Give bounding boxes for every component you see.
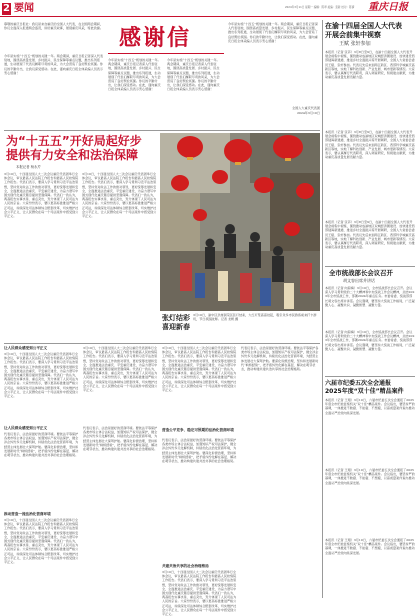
right-story-2-body-b: 本报讯（记者 向菊梅）3月10日，全市统战部长会议召开。会议深入学习贯彻党的二十大精神和中央统战工作会议精神，总结2023年全市统战工作，部署2024年重点任务。市委常委、统战部部长胡文容出席并讲话。会议强调，要坚持大统战工作格局，广泛凝聚人心、凝聚共识、凝聚智慧、凝聚力量。 [325, 330, 415, 351]
thanks-title-rule [108, 53, 224, 54]
right-story-2-subline: 胡文容出席并讲话 [343, 278, 375, 283]
lower-col-2: 3月10日，十四届全国人大二次会议重庆代表团举行全体会议，审议最高人民法院工作报告和最高人民检察院工作报告。代表们表示，要深入学习贯彻习近平法治思想，坚持党对政法工作的绝对领导，更好统筹发展和安全，全面推进法治重庆、平安重庆建设，为奋力谱写中国式现代化重庆篇章提供坚强保障。代表们一致认为，两高报告实事求是、重点突出，充分体现了人民司法为人民的宗旨。大家纷纷表示，要以更高标准推进严格公正司法，持续深化司法体制综合配套改革，切实维护社会公平正义，让人民群众在每一个司法案件中感受到公平正义。 [83, 346, 158, 393]
lower-col-3: 3月10日，十四届全国人大二次会议重庆代表团举行全体会议，审议最高人民法院工作报告和最高人民检察院工作报告。代表们表示，要深入学习贯彻习近平法治思想，坚持党对政法工作的绝对领导，更好统筹发展和安全，全面推进法治重庆、平安重庆建设，为奋力谱写中国式现代化重庆篇章提供坚强保障。代表们一致认为，两高报告实事求是、重点突出，充分体现了人民司法为人民的宗旨。大家纷纷表示，要以更高标准推进严格公正司法，持续深化司法体制综合配套改革，切实维护社会公平正义，让人民群众在每一个司法案件中感受到公平正义。 [162, 346, 237, 393]
page-number-box [2, 3, 11, 15]
right-story-1-body-a: 本报讯（记者 张莎）3月8日至9日，在渝十四届全国人大代表开展会前集中视察，围绕推动成渝地区双城经济圈建设、加快建设西部陆海新通道、推进乡村全面振兴等开展调研，全国人大常委会委员王赋、张轩参加。代表们先后来到两江新区、西部科学城重庆高新区等地，实地了解科技创新、产业发展、城市更新等情况。大家表示，要认真履行代表职责，深入调查研究，积极建言献策，为推动重庆高质量发展贡献力量。 [325, 50, 415, 80]
lower-col-4: 代表们表示，法治是最好的营商环境。要依法平等保护各类市场主体合法权益，加强知识产权司法保护，健全涉企纠纷多元化解机制，持续优化法治化营商环境，为经营主体发展壮大保驾护航。要深化诉源治理，坚持和发展新时代“枫桥经验”，把矛盾纠纷化解在基层、解决在萌芽状态，推动构建共建共治共享的社会治理格局。 [241, 346, 319, 372]
right-divider-2 [325, 376, 415, 377]
news-photo [160, 133, 320, 311]
thanks-col-4: 今年是实施“十四五”规划的关键一年。两会期间，重庆日报记者深入代表驻地，围绕高质量发展、乡村振兴、民生保障等重点议题，推出系列报道，生动展现了代表们履职尽责的风采，为大会营造了良好舆论氛围。你们的辛勤付出，让我们深受感动。在此，谨向重庆日报全体采编人员表示衷心感谢！ [228, 22, 318, 43]
right-column [325, 20, 415, 598]
right-story-3-body-a: 本报讯（记者 王翔）3月10日，六届市纪委五次全会通报了2025年度全市纪检监察机关“双十佳”精品案件。会议指出，要坚持严的基调，一体推进不敢腐、不能腐、不想腐，以高质量案件查办推动全面从严治党向纵深发展。 [325, 398, 415, 415]
lower-col-3b: 代表们表示，法治是最好的营商环境。要依法平等保护各类市场主体合法权益，加强知识产权司法保护，健全涉企纠纷多元化解机制，持续优化法治化营商环境，为经营主体发展壮大保驾护航。要深化诉源治理，坚持和发展新时代“枫桥经验”，把矛盾纠纷化解在基层、解决在萌芽状态，推动构建共建共治共享的社会治理格局。 [162, 438, 237, 464]
right-divider-1 [325, 266, 415, 267]
masthead-rule [0, 16, 417, 17]
right-story-1-body-b: 本报讯（记者 张莎）3月8日至9日，在渝十四届全国人大代表开展会前集中视察，围绕推动成渝地区双城经济圈建设、加快建设西部陆海新通道、推进乡村全面振兴等开展调研，全国人大常委会委员王赋、张轩参加。代表们先后来到两江新区、西部科学城重庆高新区等地，实地了解科技创新、产业发展、城市更新等情况。大家表示，要认真履行代表职责，深入调查研究，积极建言献策，为推动重庆高质量发展贡献力量。 [325, 130, 415, 160]
right-story-3-body-c: 本报讯（记者 王翔）3月10日，六届市纪委五次全会通报了2025年度全市纪检监察机关“双十佳”精品案件。会议指出，要坚持严的基调，一体推进不敢腐、不能腐、不想腐，以高质量案件查办推动全面从严治党向纵深发展。 [325, 538, 415, 555]
subhead-4: 共建共治共享的社会治理格局 [162, 564, 209, 568]
photo-caption-title-2: 喜迎新春 [162, 323, 190, 331]
paper-name: 重庆日报 [368, 2, 408, 13]
main-body-col-1: 3月10日，十四届全国人大二次会议重庆代表团举行全体会议，审议最高人民法院工作报告和最高人民检察院工作报告。代表们表示，要深入学习贯彻习近平法治思想，坚持党对政法工作的绝对领导，更好统筹发展和安全，全面推进法治重庆、平安重庆建设，为奋力谱写中国式现代化重庆篇章提供坚强保障。代表们一致认为，两高报告实事求是、重点突出，充分体现了人民司法为人民的宗旨。大家纷纷表示，要以更高标准推进严格公正司法，持续深化司法体制综合配套改革，切实维护社会公平正义，让人民群众在每一个司法案件中感受到公平正义。 [4, 172, 79, 219]
right-story-1-subline: 王赋 张轩参加 [339, 41, 371, 47]
divider-vertical-right [322, 20, 323, 598]
lower-section [4, 346, 320, 616]
divider-below-photo [4, 343, 320, 344]
subhead-1b: 让人民群众感受到公平正义 [4, 426, 48, 430]
lantern-street-photo [160, 133, 320, 311]
thanks-col-2: 今年是实施“十四五”规划的关键一年。两会期间，重庆日报记者深入代表驻地，围绕高质量发展、乡村振兴、民生保障等重点议题，推出系列报道，生动展现了代表们履职尽责的风采，为大会营造了良好舆论氛围。你们的辛勤付出，让我们深受感动。在此，谨向重庆日报全体采编人员表示衷心感谢！ [108, 58, 161, 92]
thanks-intro: 尊敬的重庆日报社：我们是来自重庆的全国人大代表，在全国两会期间，你们全面深入报道两会盛况，讲好重庆故事，展现重庆风采，特此致谢。 [4, 22, 103, 31]
main-byline: 本报记者 杨永芹 [16, 165, 41, 169]
right-story-3-headline-1: 六届市纪委五次全会通报 [325, 380, 392, 387]
page-number: 2 [3, 3, 10, 14]
right-story-1-headline-1: 在渝十四届全国人大代表 [325, 22, 402, 30]
main-headline-2: 提供有力安全和法治保障 [6, 148, 139, 162]
divider-below-letter [4, 130, 320, 131]
right-story-3-body-b: 本报讯（记者 王翔）3月10日，六届市纪委五次全会通报了2025年度全市纪检监察机关“双十佳”精品案件。会议指出，要坚持严的基调，一体推进不敢腐、不能腐、不想腐，以高质量案件查办推动全面从严治党向纵深发展。 [325, 468, 415, 485]
lower-col-1c: 3月10日，十四届全国人大二次会议重庆代表团举行全体会议，审议最高人民法院工作报告和最高人民检察院工作报告。代表们表示，要深入学习贯彻习近平法治思想，坚持党对政法工作的绝对领导，更好统筹发展和安全，全面推进法治重庆、平安重庆建设，为奋力谱写中国式现代化重庆篇章提供坚强保障。代表们一致认为，两高报告实事求是、重点突出，充分体现了人民司法为人民的宗旨。大家纷纷表示，要以更高标准推进严格公正司法，持续深化司法体制综合配套改革，切实维护社会公平正义，让人民群众在每一个司法案件中感受到公平正义。 [4, 518, 79, 565]
thanks-signature-date: 2024年3月10日 [296, 111, 320, 115]
photo-caption-text: 3月10日，渝中区洪崖洞景区张灯结彩，大红灯笼高高挂起，吸引众多市民游客前来打卡游玩，节日氛围浓厚。记者 龙帆 摄 [193, 313, 317, 322]
lower-col-3c: 3月10日，十四届全国人大二次会议重庆代表团举行全体会议，审议最高人民法院工作报告和最高人民检察院工作报告。代表们表示，要深入学习贯彻习近平法治思想，坚持党对政法工作的绝对领导，更好统筹发展和安全，全面推进法治重庆、平安重庆建设，为奋力谱写中国式现代化重庆篇章提供坚强保障。代表们一致认为，两高报告实事求是、重点突出，充分体现了人民司法为人民的宗旨。大家纷纷表示，要以更高标准推进严格公正司法，持续深化司法体制综合配套改革，切实维护社会公平正义，让人民群众在每一个司法案件中感受到公平正义。 [162, 570, 237, 616]
thanks-title: 感谢信 [119, 26, 192, 51]
photo-caption [160, 312, 320, 342]
lower-col-2b: 代表们表示，法治是最好的营商环境。要依法平等保护各类市场主体合法权益，加强知识产权司法保护，健全涉企纠纷多元化解机制，持续优化法治化营商环境，为经营主体发展壮大保驾护航。要深化诉源治理，坚持和发展新时代“枫桥经验”，把矛盾纠纷化解在基层、解决在萌芽状态，推动构建共建共治共享的社会治理格局。 [83, 426, 158, 452]
section-title: 要闻 [14, 3, 34, 14]
right-story-3-headline-2: 2025年度“双十佳”精品案件 [325, 388, 404, 395]
subhead-2: 推动营造一流法治化营商环境 [4, 512, 51, 516]
thanks-col-1: 今年是实施“十四五”规划的关键一年。两会期间，重庆日报记者深入代表驻地，围绕高质量发展、乡村振兴、民生保障等重点议题，推出系列报道，生动展现了代表们履职尽责的风采，为大会营造了良好舆论氛围。你们的辛勤付出，让我们深受感动。在此，谨向重庆日报全体采编人员表示衷心感谢！ [4, 54, 104, 75]
right-story-1-headline-2: 开展会前集中视察 [325, 31, 381, 39]
right-story-2-headline: 全市统战部长会议召开 [329, 269, 393, 277]
right-story-2-body-a: 本报讯（记者 向菊梅）3月10日，全市统战部长会议召开。会议深入学习贯彻党的二十大精神和中央统战工作会议精神，总结2023年全市统战工作，部署2024年重点任务。市委常委、统战部部长胡文容出席并讲话。会议强调，要坚持大统战工作格局，广泛凝聚人心、凝聚共识、凝聚智慧、凝聚力量。 [325, 286, 415, 307]
main-body-col-2: 3月10日，十四届全国人大二次会议重庆代表团举行全体会议，审议最高人民法院工作报告和最高人民检察院工作报告。代表们表示，要深入学习贯彻习近平法治思想，坚持党对政法工作的绝对领导，更好统筹发展和安全，全面推进法治重庆、平安重庆建设，为奋力谱写中国式现代化重庆篇章提供坚强保障。代表们一致认为，两高报告实事求是、重点突出，充分体现了人民司法为人民的宗旨。大家纷纷表示，要以更高标准推进严格公正司法，持续深化司法体制综合配套改革，切实维护社会公平正义，让人民群众在每一个司法案件中感受到公平正义。 [82, 172, 157, 219]
main-headline-1: 为“十五五”开好局起好步 [6, 134, 142, 148]
thanks-col-3: 今年是实施“十四五”规划的关键一年。两会期间，重庆日报记者深入代表驻地，围绕高质量发展、乡村振兴、民生保障等重点议题，推出系列报道，生动展现了代表们履职尽责的风采，为大会营造了良好舆论氛围。你们的辛勤付出，让我们深受感动。在此，谨向重庆日报全体采编人员表示衷心感谢！ [167, 58, 220, 92]
subhead-3: 营造公平竞争、稳定可预期的法治化营商环境 [162, 428, 234, 432]
thanks-letter [4, 20, 322, 128]
masthead-meta: 2024年3月11日 星期一 编辑：陈翠 美编：张新 校对：陈倩 [285, 6, 355, 9]
thanks-signature-org: 全国人大重庆代表团 [292, 106, 320, 110]
lower-col-1: 3月10日，十四届全国人大二次会议重庆代表团举行全体会议，审议最高人民法院工作报告和最高人民检察院工作报告。代表们表示，要深入学习贯彻习近平法治思想，坚持党对政法工作的绝对领导，更好统筹发展和安全，全面推进法治重庆、平安重庆建设，为奋力谱写中国式现代化重庆篇章提供坚强保障。代表们一致认为，两高报告实事求是、重点突出，充分体现了人民司法为人民的宗旨。大家纷纷表示，要以更高标准推进严格公正司法，持续深化司法体制综合配套改革，切实维护社会公平正义，让人民群众在每一个司法案件中感受到公平正义。 [4, 352, 79, 399]
photo-caption-title-1: 张灯结彩 [162, 314, 190, 322]
right-story-1-body-c: 本报讯（记者 张莎）3月8日至9日，在渝十四届全国人大代表开展会前集中视察，围绕推动成渝地区双城经济圈建设、加快建设西部陆海新通道、推进乡村全面振兴等开展调研，全国人大常委会委员王赋、张轩参加。代表们先后来到两江新区、西部科学城重庆高新区等地，实地了解科技创新、产业发展、城市更新等情况。大家表示，要认真履行代表职责，深入调查研究，积极建言献策，为推动重庆高质量发展贡献力量。 [325, 220, 415, 250]
lower-col-1b: 代表们表示，法治是最好的营商环境。要依法平等保护各类市场主体合法权益，加强知识产权司法保护，健全涉企纠纷多元化解机制，持续优化法治化营商环境，为经营主体发展壮大保驾护航。要深化诉源治理，坚持和发展新时代“枫桥经验”，把矛盾纠纷化解在基层、解决在萌芽状态，推动构建共建共治共享的社会治理格局。 [4, 432, 79, 458]
subhead-1: 让人民群众感受到公平正义 [4, 346, 48, 350]
